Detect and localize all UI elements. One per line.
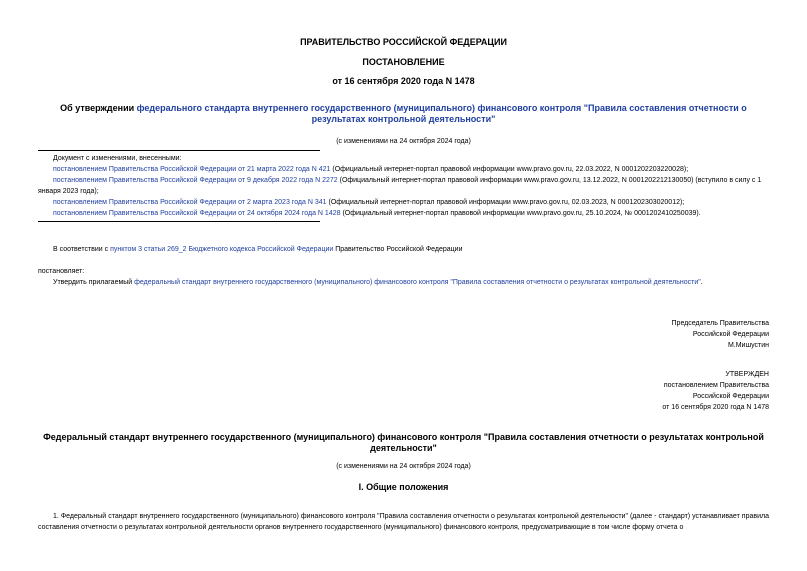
approved-label: УТВЕРЖДЕН (725, 371, 769, 378)
approved-authority: Российской Федерации (692, 393, 769, 400)
preamble-suffix: Правительство Российской Федерации (333, 246, 463, 253)
approve-suffix: . (700, 279, 703, 286)
signature-authority: Российской Федерации (692, 331, 769, 338)
paragraph-1: 1. Федеральный стандарт внутреннего государственного (муниципального) финансового контроля "Правила составления отчетности о результатах контрольной деятельности" (далее - стандарт) устанавливает правила составления отчетности о результатах контрольной деятельности органов внутреннего государственного (муниципального) финансового контроля, предусматривающие в том числе форму отчета о (38, 513, 769, 531)
signature-position: Председатель Правительства (671, 320, 769, 327)
amendment-link[interactable]: постановлением Правительства Российской Федерации от 24 октября 2024 года N 1428 (53, 210, 341, 217)
divider-top (38, 150, 320, 151)
approved-block (469, 369, 769, 413)
preamble (53, 244, 773, 255)
amendment-details: (Официальный интернет-портал правовой информации www.pravo.gov.ru, 13.12.2022, N 0001202212130050) (вступило в силу с 1 января 2023 года); (38, 177, 762, 195)
approve-paragraph (53, 277, 773, 288)
government-heading: ПРАВИТЕЛЬСТВО РОССИЙСКОЙ ФЕДЕРАЦИИ (300, 37, 507, 47)
standard-edition-note: (с изменениями на 24 октября 2024 года) (336, 463, 471, 470)
approved-standard-link[interactable]: федеральный стандарт внутреннего государственного (муниципального) финансового контроля "Правила составления отчетности о результатах контрольной деятельности" (134, 279, 701, 286)
signature-block (469, 318, 769, 351)
amendment-item (38, 175, 770, 197)
title-edition-note: (с изменениями на 24 октября 2024 года) (336, 138, 471, 145)
amendments-block (38, 153, 770, 219)
amendment-details: (Официальный интернет-портал правовой информации www.pravo.gov.ru, 22.03.2022, N 0001202203220028); (330, 166, 689, 173)
amendment-link[interactable]: постановлением Правительства Российской Федерации от 2 марта 2023 года N 341 (53, 199, 327, 206)
amendment-item (38, 208, 770, 219)
amendment-item (38, 164, 770, 175)
amendment-details: (Официальный интернет-портал правовой информации www.pravo.gov.ru, 02.03.2023, N 0001202303020012); (326, 199, 685, 206)
resolves-word: постановляет: (38, 268, 85, 275)
signature-name: М.Мишустин (727, 342, 769, 349)
amendments-intro: Документ с изменениями, внесенными: (53, 155, 182, 162)
amendment-details: (Официальный интернет-портал правовой информации www.pravo.gov.ru, 25.10.2024, № 0001202410250039). (340, 210, 701, 217)
amendment-link[interactable]: постановлением Правительства Российской Федерации от 9 декабря 2022 года N 2272 (53, 177, 338, 184)
title-prefix: Об утверждении (60, 103, 137, 113)
budget-code-link[interactable]: Бюджетного кодекса Российской Федерации (188, 246, 334, 253)
budget-code-article-link[interactable]: пунктом 3 статьи 269_2 (110, 246, 187, 253)
amendment-item (38, 197, 770, 208)
section-heading: I. Общие положения (358, 482, 449, 492)
document-title (60, 103, 747, 125)
amendment-link[interactable]: постановлением Правительства Российской Федерации от 21 марта 2022 года N 421 (53, 166, 331, 173)
approved-date-number: от 16 сентября 2020 года N 1478 (662, 404, 769, 411)
standard-title: Федеральный стандарт внутреннего государственного (муниципального) финансового контроля "Правила составления отчетности о результатах контрольной деятельности" (43, 432, 764, 453)
divider-bottom (38, 221, 320, 222)
document-type: ПОСТАНОВЛЕНИЕ (362, 57, 445, 67)
approve-prefix: Утвердить прилагаемый (53, 279, 135, 286)
document-date-number: от 16 сентября 2020 года N 1478 (332, 76, 475, 86)
approved-by: постановлением Правительства (663, 382, 769, 389)
title-standard-link[interactable]: федерального стандарта внутреннего государственного (муниципального) финансового контроля "Правила составления отчетности о результатах контрольной деятельности" (136, 103, 747, 124)
preamble-prefix: В соответствии с (53, 246, 111, 253)
